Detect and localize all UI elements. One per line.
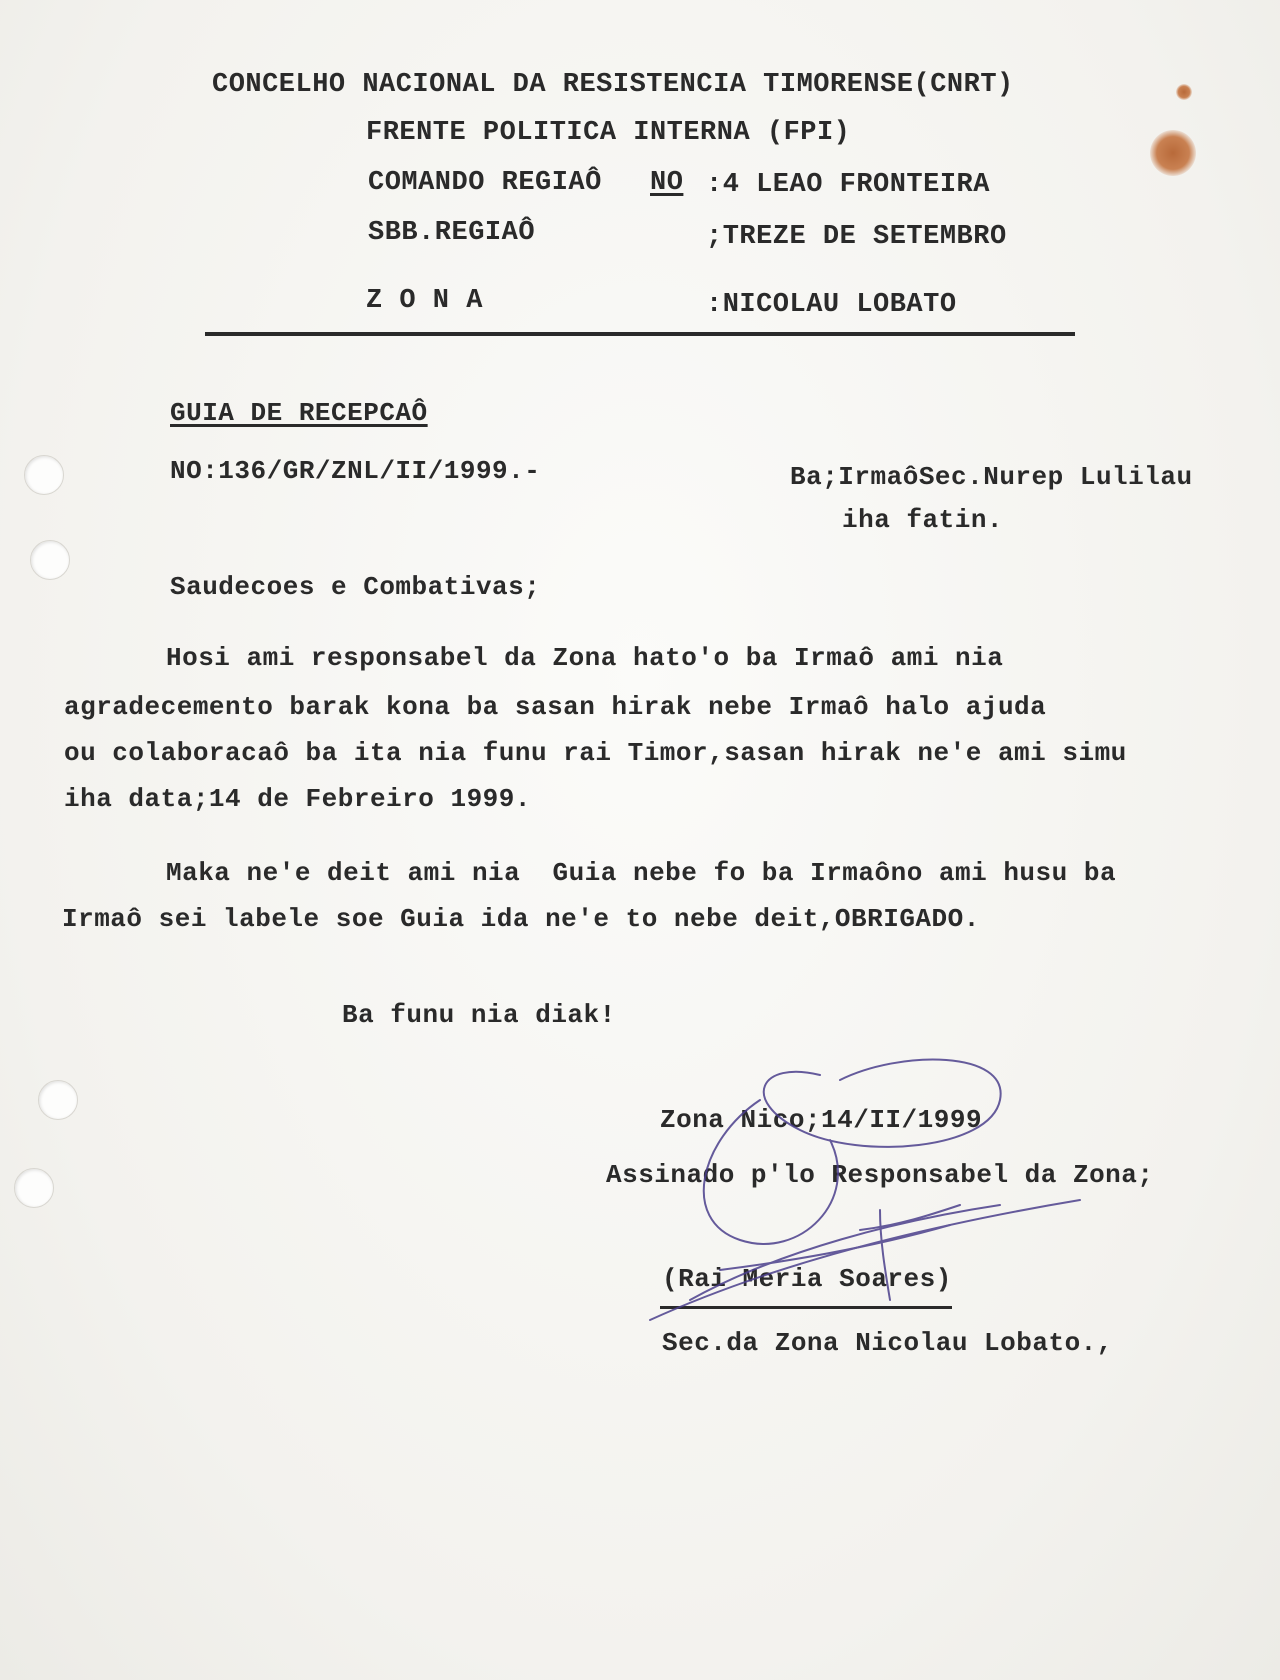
header-subregiao-label: SBB.REGIAÔ: [368, 218, 536, 248]
closing: Ba funu nia diak!: [342, 1000, 616, 1030]
header-org: CONCELHO NACIONAL DA RESISTENCIA TIMORENSE(CNRT): [212, 70, 1014, 100]
paragraph-2-line-2: Irmaô sei labele soe Guia ida ne'e to nebe deit,OBRIGADO.: [62, 904, 980, 934]
recipient-line-1: Ba;IrmaôSec.Nurep Lulilau: [790, 462, 1193, 492]
header-subregiao-value: ;TREZE DE SETEMBRO: [706, 222, 1007, 252]
signature-line: [660, 1306, 952, 1309]
signer-name: (Rai Meria Soares): [662, 1264, 952, 1294]
paragraph-1-line-4: iha data;14 de Febreiro 1999.: [64, 784, 531, 814]
punch-hole-3: [38, 1080, 78, 1120]
punch-hole-1: [24, 455, 64, 495]
paragraph-1-line-1: Hosi ami responsabel da Zona hato'o ba Irmaô ami nia: [166, 643, 1004, 673]
header-comando-no: NO: [650, 168, 684, 198]
punch-hole-2: [30, 540, 70, 580]
doc-number: NO:136/GR/ZNL/II/1999.-: [170, 456, 541, 486]
signed-by: Assinado p'lo Responsabel da Zona;: [606, 1160, 1154, 1190]
header-front: FRENTE POLITICA INTERNA (FPI): [366, 118, 851, 148]
paragraph-1-line-3: ou colaboracaô ba ita nia funu rai Timor,sasan hirak ne'e ami simu: [64, 738, 1127, 768]
paragraph-2-line-1: Maka ne'e deit ami nia Guia nebe fo ba Irmaôno ami husu ba: [166, 858, 1117, 888]
punch-hole-4: [14, 1168, 54, 1208]
signer-title: Sec.da Zona Nicolau Lobato.,: [662, 1328, 1113, 1358]
rust-stain-small: [1176, 84, 1192, 100]
header-zona-label: Z O N A: [366, 286, 483, 316]
salutation: Saudecoes e Combativas;: [170, 572, 541, 602]
header-comando-label: COMANDO REGIAÔ: [368, 168, 602, 198]
header-divider: [205, 332, 1075, 336]
header-zona-value: :NICOLAU LOBATO: [706, 290, 957, 320]
header-comando-value: :4 LEAO FRONTEIRA: [706, 170, 990, 200]
paragraph-1-line-2: agradecemento barak kona ba sasan hirak nebe Irmaô halo ajuda: [64, 692, 1047, 722]
doc-title: GUIA DE RECEPCAÔ: [170, 398, 428, 428]
place-date: Zona Nico;14/II/1999: [660, 1105, 983, 1135]
recipient-line-2: iha fatin.: [842, 505, 1004, 535]
rust-stain: [1150, 130, 1196, 176]
